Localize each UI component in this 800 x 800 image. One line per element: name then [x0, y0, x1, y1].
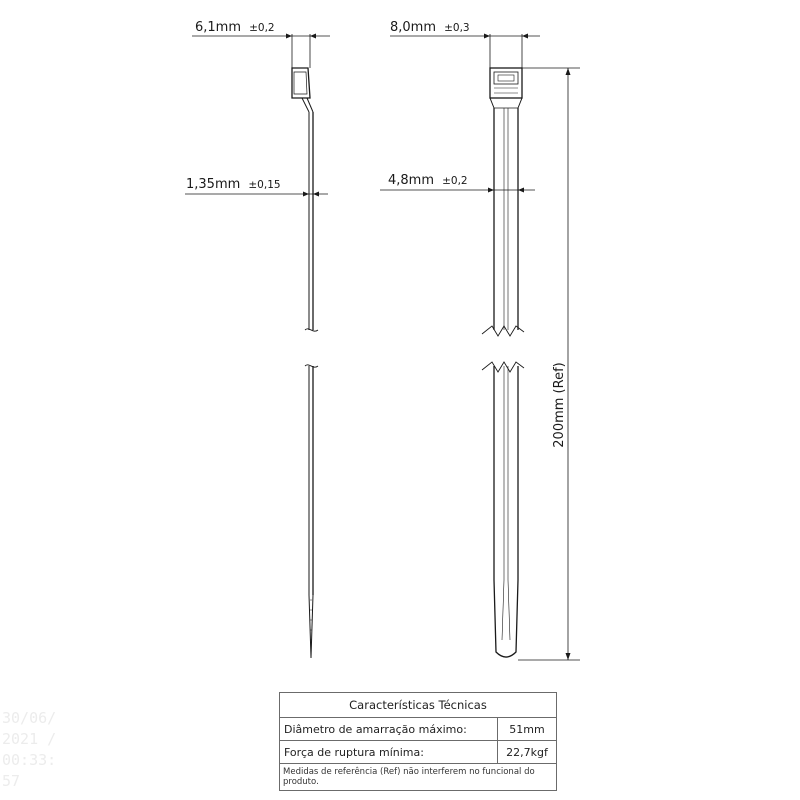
- table-row: [280, 718, 557, 741]
- side-view-tie: [292, 68, 318, 658]
- strap-width-label: 4,8mm ±0,2: [388, 173, 468, 188]
- specs-title: Características Técnicas: [280, 693, 557, 718]
- head-width-front-label: 8,0mm ±0,3: [390, 20, 470, 35]
- spec-label: Diâmetro de amarração máximo:: [280, 718, 498, 741]
- front-view-tie: [482, 68, 524, 657]
- specs-note-row: [280, 764, 557, 791]
- technical-specs-table: [279, 692, 557, 791]
- strap-thickness-label: 1,35mm ±0,15: [186, 177, 281, 192]
- specs-note: Medidas de referência (Ref) não interferem no funcional do produto.: [280, 764, 557, 791]
- spec-label: Força de ruptura mínima:: [280, 741, 498, 764]
- spec-value: 22,7kgf: [498, 741, 557, 764]
- front-view-head: [490, 68, 522, 98]
- spec-value: 51mm: [498, 718, 557, 741]
- specs-title-row: [280, 693, 557, 718]
- side-view-break: [305, 329, 318, 367]
- table-row: [280, 741, 557, 764]
- timestamp-watermark: 30/06/ 2021 / 00:33: 57: [2, 709, 57, 790]
- head-width-side-label: 6,1mm ±0,2: [195, 20, 275, 35]
- total-length-label: 200mm (Ref): [552, 362, 567, 448]
- dimension-lines: [185, 34, 580, 660]
- front-view-break: [482, 326, 524, 336]
